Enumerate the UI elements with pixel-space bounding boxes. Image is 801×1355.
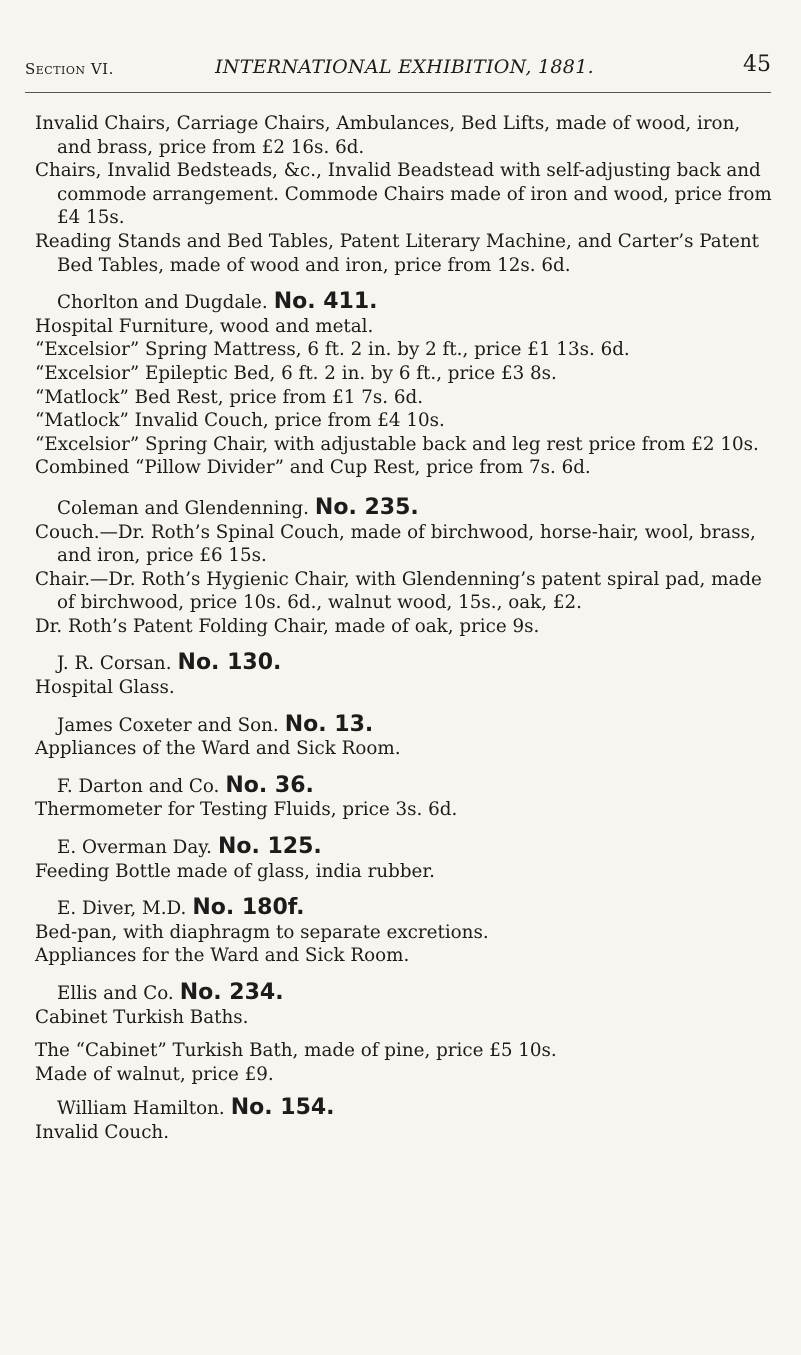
exhibitor-number: No. 130. (177, 650, 282, 676)
exhibitor-heading (35, 713, 775, 738)
exhibitor-heading (35, 774, 775, 799)
exhibitor-heading (35, 290, 775, 315)
entry-item: Reading Stands and Bed Tables, Patent Literary Machine, and Carter’s Patent Bed Tables, made of wood and iron, price from 12s. 6d. (35, 230, 759, 276)
entry-item: “Excelsior” Spring Chair, with adjustable back and leg rest price from £2 10s. (35, 433, 759, 455)
exhibitor-number: No. 154. (230, 1095, 335, 1121)
entry-item: “Matlock” Invalid Couch, price from £4 10s. (35, 410, 445, 432)
exhibitor-name: James Coxeter and Son. (57, 714, 279, 736)
entry-item: “Excelsior” Epileptic Bed, 6 ft. 2 in. by 6 ft., price £3 8s. (35, 362, 557, 384)
exhibitor-name: Ellis and Co. (57, 983, 174, 1004)
entry-item: Feeding Bottle made of glass, india rubber. (35, 860, 435, 882)
running-header (25, 52, 771, 93)
entry-item: Appliances of the Ward and Sick Room. (35, 738, 401, 760)
entry-item: Bed-pan, with diaphragm to separate excretions. (35, 921, 489, 943)
entry-item: Thermometer for Testing Fluids, price 3s. 6d. (35, 799, 458, 821)
entry-item: “Excelsior” Spring Mattress, 6 ft. 2 in. by 2 ft., price £1 13s. 6d. (35, 339, 630, 361)
entry-item: Chair.—Dr. Roth’s Hygienic Chair, with Glendenning’s patent spiral pad, made of birchwood, price 10s. 6d., walnut wood, 15s., oak, £2. (35, 568, 762, 614)
entry-item: Hospital Furniture, wood and metal. (35, 315, 374, 337)
exhibitor-heading (35, 981, 775, 1006)
entry-item: Appliances for the Ward and Sick Room. (35, 945, 410, 967)
exhibitor-heading (35, 651, 775, 676)
exhibitor-number: No. 36. (225, 772, 314, 798)
exhibitor-heading (35, 835, 775, 860)
exhibitor-name: William Hamilton. (57, 1098, 225, 1120)
entry-item: Cabinet Turkish Baths. (35, 1006, 249, 1028)
entry-item: Chairs, Invalid Bedsteads, &c., Invalid Beadstead with self-adjusting back and commode arrangement. Commode Chairs made of iron and wood, price from £4 15s. (35, 160, 772, 229)
page-body (35, 112, 775, 1145)
section-label: Section VI. (25, 60, 114, 78)
exhibitor-number: No. 411. (273, 289, 378, 315)
entry-item: “Matlock” Bed Rest, price from £1 7s. 6d. (35, 386, 424, 408)
exhibitor-heading (35, 496, 775, 521)
exhibitor-number: No. 234. (179, 980, 284, 1005)
entry-item: Combined “Pillow Divider” and Cup Rest, price from 7s. 6d. (35, 457, 591, 479)
exhibitor-number: No. 125. (217, 834, 322, 860)
entry-item: Invalid Chairs, Carriage Chairs, Ambulances, Bed Lifts, made of wood, iron, and brass, price from £2 16s. 6d. (35, 113, 741, 158)
exhibitor-name: J. R. Corsan. (57, 653, 172, 675)
exhibitor-number: No. 235. (314, 494, 419, 520)
exhibitor-number: No. 180f. (192, 895, 305, 921)
exhibitor-heading (35, 896, 775, 921)
entry-item: Hospital Glass. (35, 677, 175, 699)
exhibitor-number: No. 13. (284, 711, 374, 737)
entry-item: The “Cabinet” Turkish Bath, made of pine, price £5 10s. (35, 1040, 557, 1062)
entry-item: Dr. Roth’s Patent Folding Chair, made of oak, price 9s. (35, 615, 540, 637)
exhibitor-name: E. Diver, M.D. (57, 898, 187, 920)
exhibitor-heading (35, 1096, 775, 1121)
exhibitor-name: E. Overman Day. (57, 837, 212, 859)
exhibitor-name: Chorlton and Dugdale. (57, 292, 268, 314)
page-number: 45 (743, 52, 771, 77)
exhibitor-name: F. Darton and Co. (57, 775, 220, 797)
entry-item: Couch.—Dr. Roth’s Spinal Couch, made of birchwood, horse-hair, wool, brass, and iron, price £6 15s. (35, 521, 756, 567)
entry-item: Invalid Couch. (35, 1121, 170, 1143)
entry-item: Made of walnut, price £9. (35, 1063, 274, 1085)
running-title: INTERNATIONAL EXHIBITION, 1881. (215, 56, 594, 78)
exhibitor-name: Coleman and Glendenning. (57, 497, 309, 519)
